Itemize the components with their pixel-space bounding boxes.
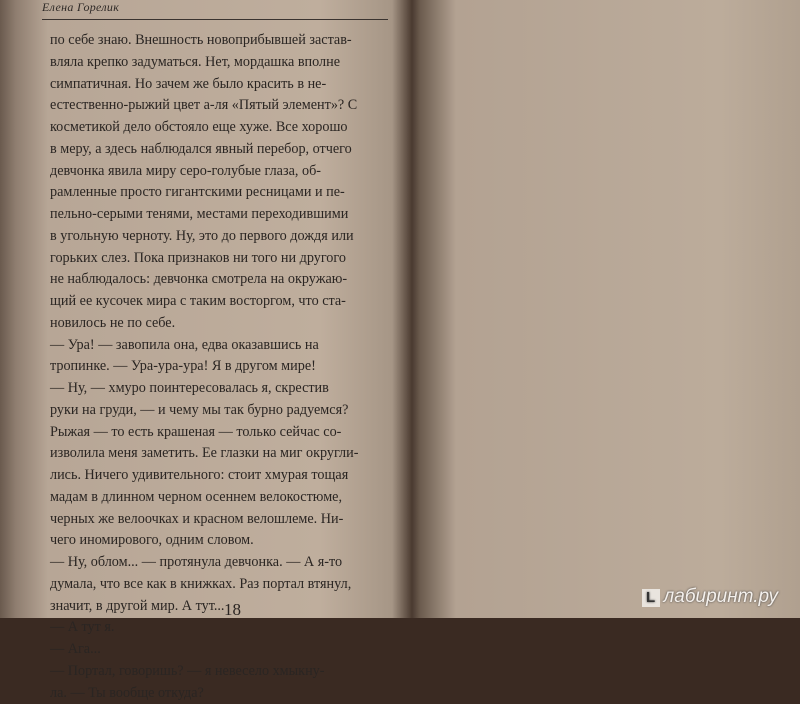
left-text-line: руки на груди, — и чему мы так бурно радуемся? <box>50 400 395 422</box>
left-text-line: — Ну, — хмуро поинтересовалась я, скрестив <box>50 378 395 400</box>
left-text-line: в меру, а здесь наблюдался явный перебор, отчего <box>50 139 395 161</box>
left-text-line: новилось не по себе. <box>50 313 395 335</box>
left-text-line: в угольную черноту. Ну, это до первого дождя или <box>50 226 395 248</box>
left-text-line: ла. — Ты вообще откуда? <box>50 683 395 704</box>
left-text-line: чего иномирового, одним словом. <box>50 530 395 552</box>
left-page <box>0 0 410 618</box>
left-page-number: 18 <box>224 600 241 620</box>
left-text-line: рамленные просто гигантскими ресницами и пе- <box>50 182 395 204</box>
left-text-line: вляла крепко задуматься. Нет, мордашка вполне <box>50 52 395 74</box>
left-text-line: изволила меня заметить. Ее глазки на миг округли- <box>50 443 395 465</box>
left-text-line: естественно-рыжий цвет а-ля «Пятый элемент»? С <box>50 95 395 117</box>
right-page <box>410 0 800 618</box>
left-text-line: мадам в длинном черном осеннем велокостюме, <box>50 487 395 509</box>
left-text-line: лись. Ничего удивительного: стоит хмурая тощая <box>50 465 395 487</box>
left-text-line: значит, в другой мир. А тут... <box>50 596 395 618</box>
left-text-line: по себе знаю. Внешность новоприбывшей застав- <box>50 30 395 52</box>
left-running-head: Елена Горелик <box>42 0 119 15</box>
left-text-line: — А тут я. <box>50 617 395 639</box>
left-text-line: Рыжая — то есть крашеная — только сейчас со- <box>50 422 395 444</box>
left-text-line: — Ура! — завопила она, едва оказавшись на <box>50 335 395 357</box>
left-page-text <box>50 30 395 704</box>
labirint-logo-icon: L <box>642 589 660 607</box>
left-text-line: — Ну, облом... — протянула девчонка. — А я-то <box>50 552 395 574</box>
left-text-line: косметикой дело обстояло еще хуже. Все хорошо <box>50 117 395 139</box>
left-text-line: думала, что все как в книжках. Раз портал втянул, <box>50 574 395 596</box>
left-text-line: тропинке. — Ура-ура-ура! Я в другом мире! <box>50 356 395 378</box>
left-text-line: — Портал, говоришь? — я невесело хмыкну- <box>50 661 395 683</box>
left-text-line: горьких слез. Пока признаков ни того ни другого <box>50 248 395 270</box>
left-text-line: девчонка явила миру серо-голубые глаза, об- <box>50 161 395 183</box>
watermark-text: лабиринт.ру <box>664 586 778 607</box>
watermark <box>642 586 778 608</box>
left-text-line: симпатичная. Но зачем же было красить в не- <box>50 74 395 96</box>
left-text-line: пельно-серыми тенями, местами переходившими <box>50 204 395 226</box>
left-header-rule <box>42 19 388 20</box>
left-text-line: черных же велоочках и красном велошлеме. Ни- <box>50 509 395 531</box>
left-text-line: — Ага... <box>50 639 395 661</box>
left-text-line: не наблюдалось: девчонка смотрела на окружаю- <box>50 269 395 291</box>
left-text-line: щий ее кусочек мира с таким восторгом, что ста- <box>50 291 395 313</box>
